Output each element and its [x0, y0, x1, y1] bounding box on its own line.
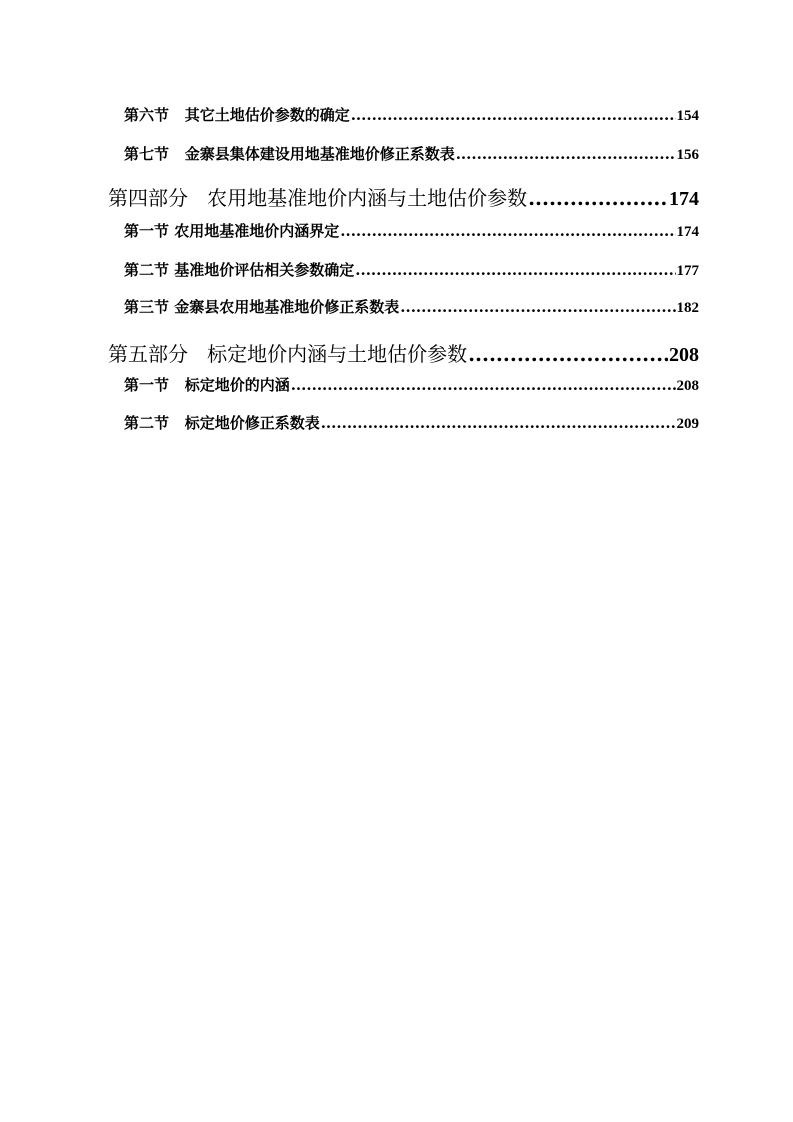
- toc-entry-page: 174: [669, 188, 699, 210]
- toc-entry-number: 第一节: [124, 222, 170, 240]
- toc-dot-leader: [528, 186, 668, 210]
- toc-entry-page: 208: [676, 378, 699, 394]
- toc-dot-leader: [468, 342, 668, 366]
- toc-dot-leader: [355, 261, 675, 279]
- toc-entry-number: 第六节: [124, 106, 170, 124]
- toc-entry-number: 第七节: [124, 145, 170, 163]
- toc-entry-number: 第一节: [124, 376, 170, 394]
- toc-entry-title: 农用地基准地价内涵与土地估价参数: [207, 186, 528, 210]
- toc-entry-gap: [188, 342, 207, 366]
- toc-entry[interactable]: [124, 412, 699, 434]
- toc-entry-page: 177: [676, 263, 699, 279]
- toc-part-entry[interactable]: [108, 182, 699, 210]
- toc-entry-title: 标定地价内涵与土地估价参数: [207, 342, 468, 366]
- toc-entry-number: 第二节: [124, 261, 170, 279]
- toc-entry-gap: [169, 414, 185, 432]
- toc-entry-number: 第五部分: [108, 342, 188, 366]
- toc-entry[interactable]: [124, 104, 699, 126]
- toc-entry-gap: [169, 145, 185, 163]
- toc-entry[interactable]: [124, 220, 699, 242]
- toc-entry[interactable]: [124, 143, 699, 165]
- toc-dot-leader: [291, 376, 676, 394]
- toc-dot-leader: [351, 106, 676, 124]
- toc-entry[interactable]: [124, 259, 699, 281]
- toc-entry-title: 标定地价的内涵: [184, 376, 290, 394]
- toc-entry-number: 第四部分: [108, 186, 188, 210]
- toc-dot-leader: [456, 145, 676, 163]
- toc-dot-leader: [321, 414, 676, 432]
- toc-dot-leader: [340, 222, 675, 240]
- toc-part-entry[interactable]: [108, 338, 699, 366]
- toc-entry-page: 182: [676, 300, 699, 316]
- toc-entry-title: 其它土地估价参数的确定: [184, 106, 350, 124]
- toc-dot-leader: [400, 298, 675, 316]
- toc-entry-number: 第二节: [124, 414, 170, 432]
- toc-entry-page: 154: [676, 108, 699, 124]
- toc-entry-title: 基准地价评估相关参数确定: [174, 261, 355, 279]
- toc-entry-title: 标定地价修正系数表: [184, 414, 320, 432]
- toc-entry-gap: [188, 186, 207, 210]
- toc-entry-page: 209: [676, 416, 699, 432]
- toc-entry-gap: [169, 376, 185, 394]
- toc-entry-page: 174: [676, 224, 699, 240]
- toc-entry-title: 金寨县农用地基准地价修正系数表: [174, 298, 400, 316]
- toc-entry-gap: [169, 106, 185, 124]
- toc-entry-title: 农用地基准地价内涵界定: [174, 222, 340, 240]
- toc-entry-number: 第三节: [124, 298, 170, 316]
- toc-entry[interactable]: [124, 374, 699, 396]
- toc-entry-page: 156: [676, 147, 699, 163]
- toc-entry-title: 金寨县集体建设用地基准地价修正系数表: [184, 145, 455, 163]
- toc-entry[interactable]: [124, 296, 699, 318]
- toc-entry-page: 208: [669, 344, 699, 366]
